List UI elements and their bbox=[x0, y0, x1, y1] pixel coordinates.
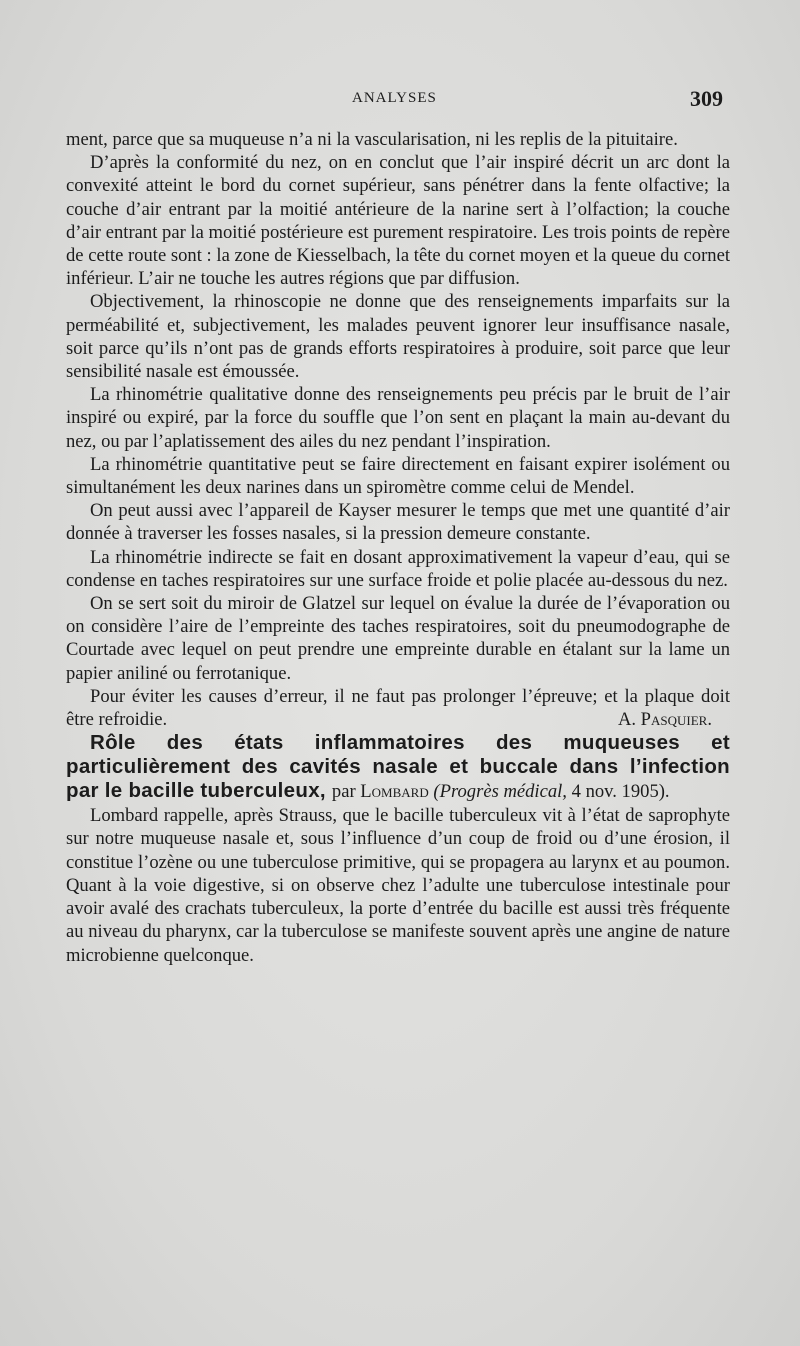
paragraph: D’après la conformité du nez, on en conclut que l’air inspiré décrit un arc dont la convexité atteint le bord du cornet supérieur, sans pénétrer dans la fente olfactive; la couche d’air entrant par la moitié antérieure de la narine sert à l’olfaction; la couche d’air entrant par la moitié postérieure est purement respiratoire. Les trois points de repère de cette route sont : la zone de Kiesselbach, la tête du cornet moyen et la queue du cornet inférieur. L’air ne touche les autres régions que par diffusion. bbox=[66, 152, 730, 290]
article-abstract: Lombard rappelle, après Strauss, que le bacille tuberculeux vit à l’état de saprophyte sur notre muqueuse nasale et, sous l’influence d’un coup de froid ou d’une érosion, il constitue l’ozène ou une tuberculose primitive, qui se propagera au larynx et au poumon. Quant à la voie digestive, si on observe chez l’adulte une tuberculose intestinale pour avoir avalé des crachats tuberculeux, la porte d’entrée du bacille est aussi très fréquente au niveau du pharynx, car la tuberculose se manifeste souvent après une angine de nature microbienne quelconque. bbox=[66, 805, 730, 966]
reference-date: 4 nov. 1905). bbox=[571, 781, 670, 803]
paragraph: La rhinométrie quantitative peut se faire directement en faisant expirer isolément ou simultanément les deux narines dans un spiromètre comme celui de Mendel. bbox=[66, 453, 730, 499]
running-title: ANALYSES bbox=[352, 90, 437, 106]
reference-journal: (Progrès médical, bbox=[433, 781, 567, 803]
paragraph: ment, parce que sa muqueuse n’a ni la vascularisation, ni les replis de la pituitaire. bbox=[66, 129, 678, 150]
article-heading bbox=[66, 731, 730, 804]
paragraph: On se sert soit du miroir de Glatzel sur lequel on évalue la durée de l’évaporation ou on considère l’aire de l’empreinte des taches respiratoires, soit du pneumodographe de Courtade avec lequel on peut prendre une empreinte durable en étalant sur la lame un papier aniliné ou ferrotanique. bbox=[66, 593, 730, 684]
page-number: 309 bbox=[690, 86, 723, 111]
paragraph: On peut aussi avec l’appareil de Kayser mesurer le temps que met une quantité d’air donnée à traverser les fosses nasales, si la pression demeure constante. bbox=[66, 500, 730, 545]
signature: A. Pasquier. bbox=[617, 709, 712, 731]
paragraph: La rhinométrie indirecte se fait en dosant approximativement la vapeur d’eau, qui se condense en taches respiratoires sur une surface froide et polie placée au-dessous du nez. bbox=[66, 546, 730, 591]
reference-prefix: par bbox=[331, 781, 356, 803]
body-text bbox=[66, 128, 730, 967]
paragraph-with-signature bbox=[66, 685, 730, 731]
page-header bbox=[0, 86, 800, 116]
paragraph: Objectivement, la rhinoscopie ne donne que des renseignements imparfaits sur la perméabilité et, subjectivement, les malades peuvent ignorer leur insuffisance nasale, soit parce qu’ils n’ont pas de grands efforts respiratoires à produire, soit parce que leur sensibilité nasale est émoussée. bbox=[66, 291, 730, 383]
article-title: Rôle des états inflammatoires des muqueuses et particulièrement des cavités nasale et buccale dans l’infection par le bacille tuberculeux, bbox=[66, 731, 730, 803]
reference-author: Lombard bbox=[360, 781, 429, 803]
paragraph: La rhinométrie qualitative donne des renseignements peu précis par le bruit de l’air inspiré ou expiré, par la force du souffle que l’on sent en plaçant la main au-devant du nez, ou par l’aplatissement des ailes du nez pendant l’inspiration. bbox=[66, 384, 730, 452]
article-reference bbox=[332, 781, 670, 802]
paragraph-text: Pour éviter les causes d’erreur, il ne faut pas prolonger l’épreuve; et la plaque doit être refroidie. bbox=[66, 685, 730, 731]
